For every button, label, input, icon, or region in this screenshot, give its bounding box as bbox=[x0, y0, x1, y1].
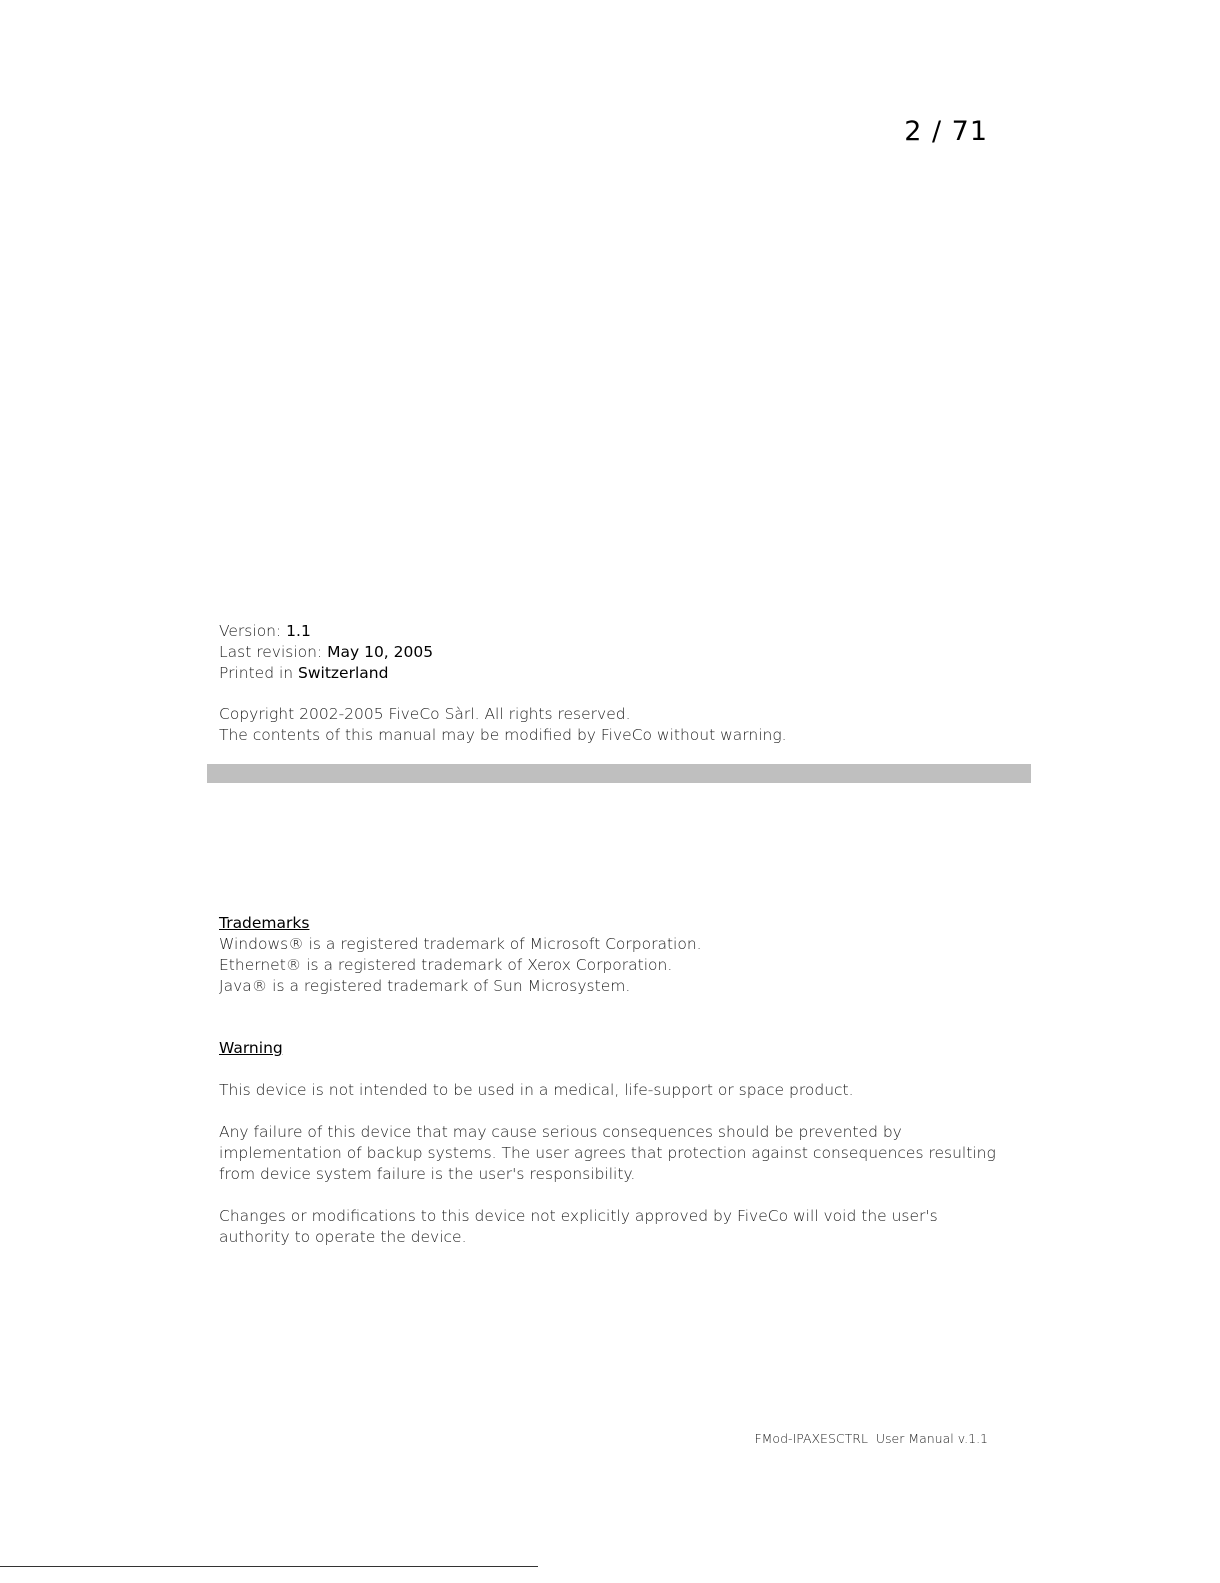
copyright-notice bbox=[219, 704, 787, 746]
copyright-line: Copyright 2002-2005 FiveCo Sàrl. All rights reserved. bbox=[219, 705, 631, 723]
trademark-line: Windows® is a registered trademark of Microsoft Corporation. bbox=[219, 935, 702, 953]
printed-value: Switzerland bbox=[298, 664, 389, 682]
trademark-line: Java® is a registered trademark of Sun Microsystem. bbox=[219, 977, 631, 995]
document-metadata bbox=[219, 621, 433, 684]
modification-notice: The contents of this manual may be modified by FiveCo without warning. bbox=[219, 726, 787, 744]
version-label: Version: bbox=[219, 622, 287, 640]
version-line bbox=[219, 621, 433, 642]
trademarks-heading: Trademarks bbox=[219, 914, 310, 932]
version-value: 1.1 bbox=[286, 622, 311, 640]
trademark-line: Ethernet® is a registered trademark of Xerox Corporation. bbox=[219, 956, 673, 974]
revision-label: Last revision: bbox=[219, 643, 328, 661]
page-number: 2 / 71 bbox=[904, 116, 988, 147]
warning-paragraph: Changes or modifications to this device not explicitly approved by FiveCo will void the user's authority to operate the device. bbox=[219, 1207, 938, 1246]
bottom-rule bbox=[0, 1566, 538, 1567]
separator-bar bbox=[207, 764, 1031, 783]
printed-line bbox=[219, 663, 433, 684]
warning-heading: Warning bbox=[219, 1039, 283, 1057]
warning-paragraph: Any failure of this device that may cause serious consequences should be prevented by implementation of backup systems. The user agrees that protection against consequences resulting from device system failure is the user's responsibility. bbox=[219, 1123, 996, 1183]
revision-value: May 10, 2005 bbox=[327, 643, 434, 661]
printed-label: Printed in bbox=[219, 664, 299, 682]
warning-paragraph: This device is not intended to be used in a medical, life-support or space product. bbox=[219, 1081, 854, 1099]
page-footer: FMod-IPAXESCTRL User Manual v.1.1 bbox=[754, 1431, 988, 1446]
trademarks-section bbox=[219, 913, 1009, 997]
revision-line bbox=[219, 642, 433, 663]
warning-section bbox=[219, 1038, 1009, 1248]
